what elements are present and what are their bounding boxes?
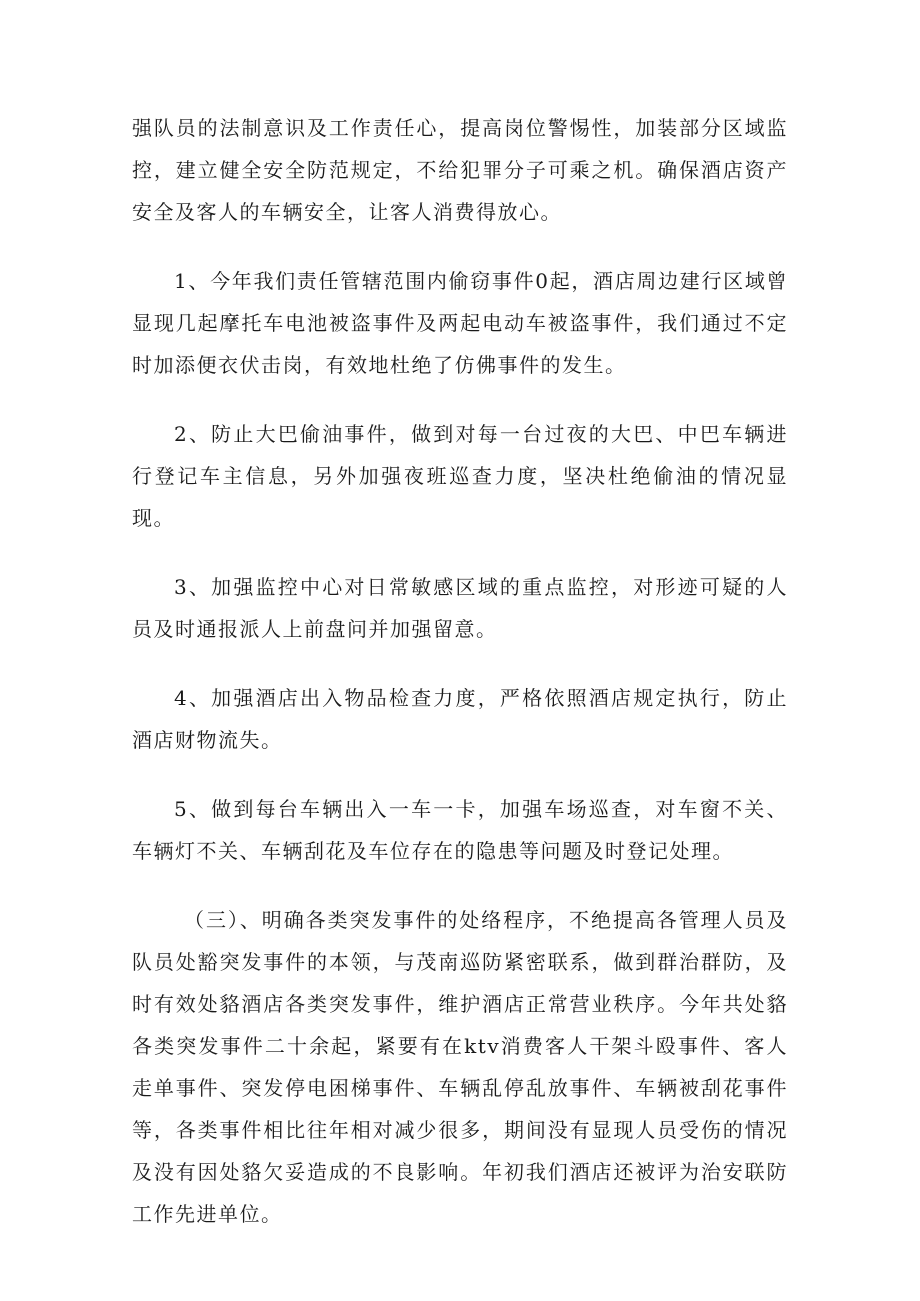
paragraph-item-2: 2、防止大巴偷油事件，做到对每一台过夜的大巴、中巴车辆进行登记车主信息，另外加强夜班巡查力度，坚决杜绝偷油的情况显现。 <box>132 422 788 530</box>
paragraph-item-4: 4、加强酒店出入物品检查力度，严格依照酒店规定执行，防止酒店财物流失。 <box>132 686 788 752</box>
paragraph-item-5: 5、做到每台车辆出入一车一卡，加强车场巡查，对车窗不关、车辆灯不关、车辆刮花及车位存在的隐患等问题及时登记处理。 <box>132 797 788 863</box>
paragraph-section-3: （三）、明确各类突发事件的处络程序，不绝提高各管理人员及队员处豁突发事件的本领，与茂南巡防紧密联系，做到群治群防，及时有效处貉酒店各类突发事件，维护酒店正常营业秩序。今年共处貉各类突发事件二十余起，紧要有在ktv消费客人干架斗殴事件、客人走单事件、突发停电困梯事件、车辆乱停乱放事件、车辆被刮花事件等，各类事件相比往年相对减少很多，期间没有显现人员受伤的情况及没有因处貉欠妥造成的不良影响。年初我们酒店还被评为治安联防工作先进单位。 <box>132 908 788 1226</box>
paragraph-item-3: 3、加强监控中心对日常敏感区域的重点监控，对形迹可疑的人员及时通报派人上前盘问并加强留意。 <box>132 575 788 641</box>
paragraph-continuation: 强队员的法制意识及工作责任心，提高岗位警惕性，加装部分区域监控，建立健全安全防范规定，不给犯罪分子可乘之机。确保酒店资产安全及客人的车辆安全，让客人消费得放心。 <box>132 116 788 224</box>
document-body <box>132 107 788 1262</box>
paragraph-item-1: 1、今年我们责任管辖范围内偷窃事件0起，酒店周边建行区域曾显现几起摩托车电池被盗事件及两起电动车被盗事件，我们通过不定时加添便衣伏击岗，有效地杜绝了仿佛事件的发生。 <box>132 269 788 377</box>
